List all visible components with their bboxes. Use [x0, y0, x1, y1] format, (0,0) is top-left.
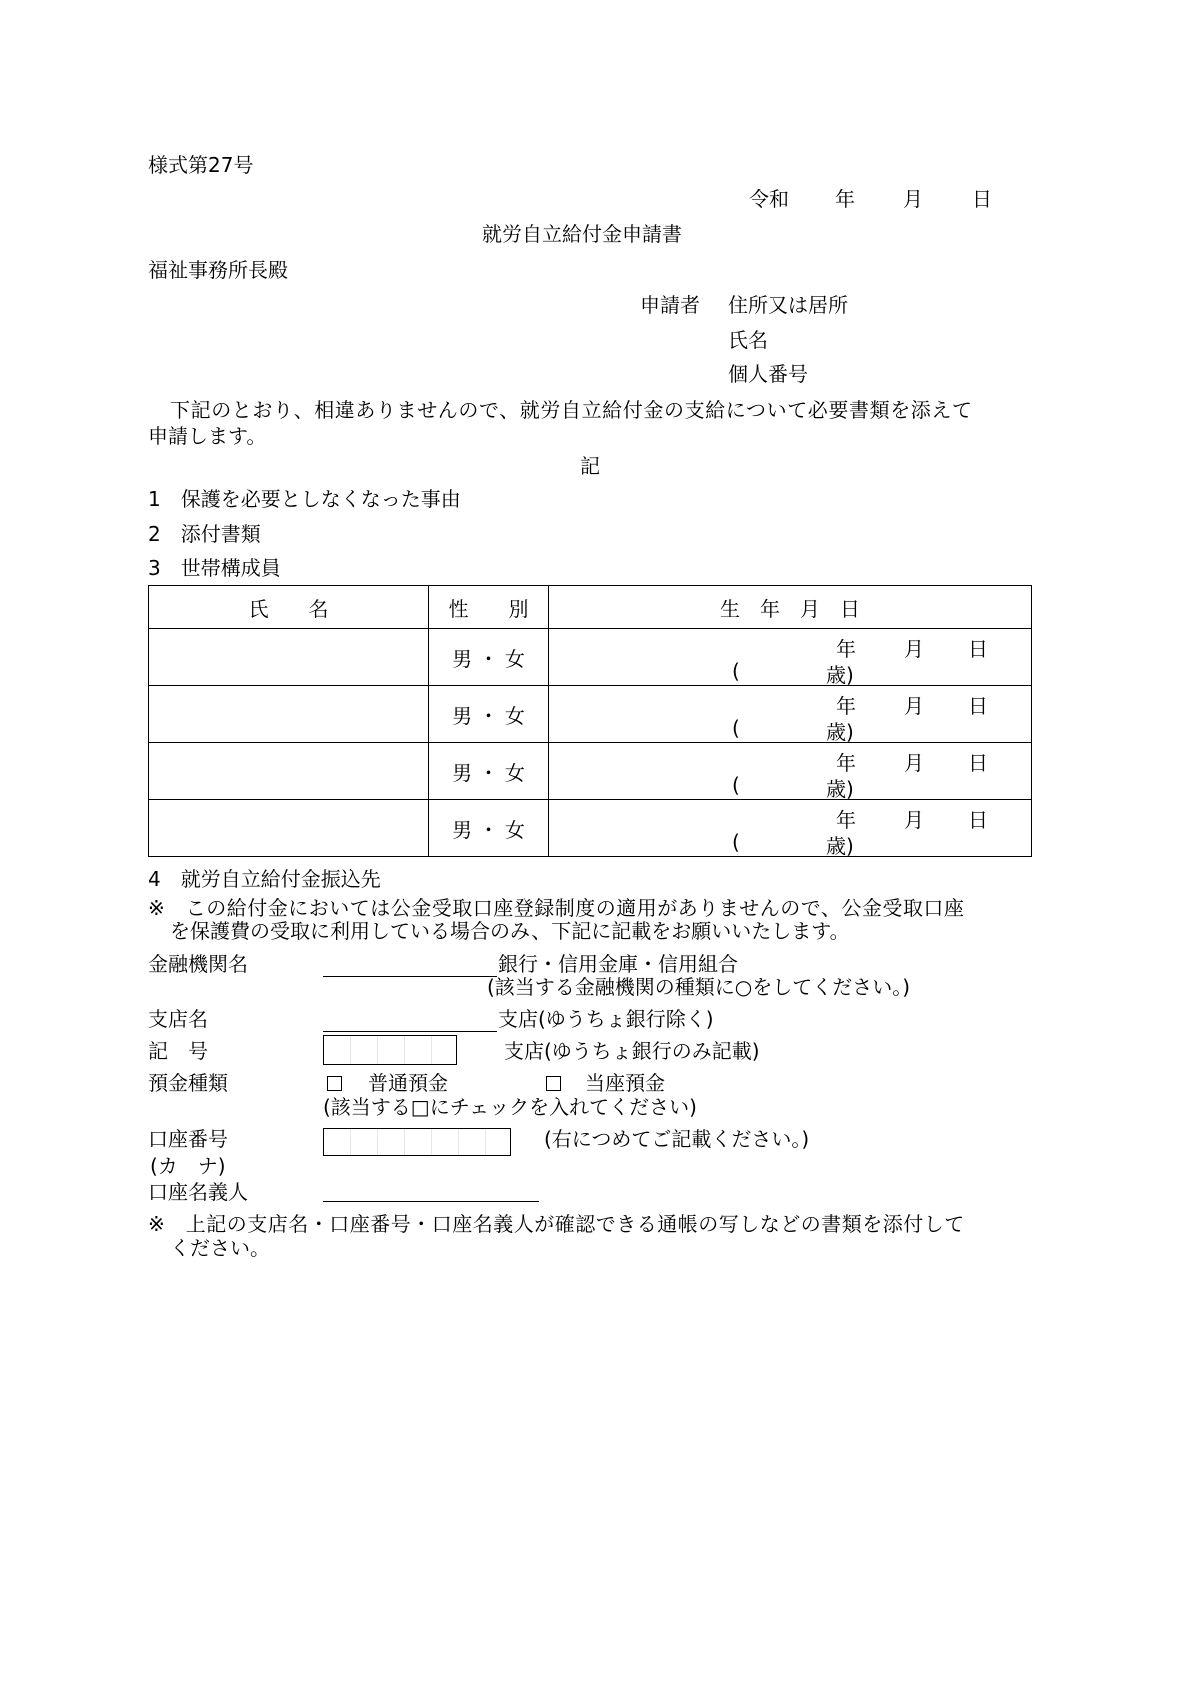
holder-input[interactable]	[323, 1201, 539, 1202]
sex-cell[interactable]: 男 ・ 女	[429, 629, 549, 686]
branch-input[interactable]	[323, 1031, 497, 1032]
item-4: 4 就労自立給付金振込先	[148, 867, 381, 891]
day: 日	[968, 808, 988, 832]
intro-text: 下記のとおり、相違ありませんので、就労自立給付金の支給について必要書類を添えて	[170, 398, 973, 422]
note-2-cont: ください。	[170, 1236, 270, 1260]
age-open: (	[732, 773, 740, 797]
addressee: 福祉事務所長殿	[148, 258, 288, 282]
age-close: 歳)	[826, 663, 854, 687]
item-1: 1 保護を必要としなくなった事由	[148, 487, 461, 511]
year: 年	[836, 637, 856, 661]
date-year: 年	[835, 187, 855, 211]
table-row	[149, 686, 1032, 743]
applicant-label: 申請者	[640, 293, 700, 317]
table-header	[149, 586, 1032, 629]
day: 日	[968, 751, 988, 775]
day: 日	[968, 637, 988, 661]
branch-label: 支店名	[148, 1007, 208, 1031]
year: 年	[836, 751, 856, 775]
applicant-name-label: 氏名	[728, 328, 768, 352]
institution-types: 銀行・信用金庫・信用組合	[498, 952, 738, 976]
symbol-input[interactable]	[323, 1035, 457, 1065]
sex-cell[interactable]: 男 ・ 女	[429, 686, 549, 743]
month: 月	[904, 808, 924, 832]
applicant-my-number-label: 個人番号	[728, 362, 808, 386]
name-cell[interactable]	[149, 629, 429, 686]
day: 日	[968, 694, 988, 718]
item-3: 3 世帯構成員	[148, 556, 281, 580]
deposit-hint: (該当する□にチェックを入れてください)	[323, 1095, 697, 1119]
symbol-suffix: 支店(ゆうちょ銀行のみ記載)	[504, 1039, 760, 1063]
note-2: ※ 上記の支店名・口座番号・口座名義人が確認できる通帳の写しなどの書類を添付して	[148, 1212, 965, 1236]
current-checkbox[interactable]	[546, 1076, 561, 1091]
date-month: 月	[903, 187, 923, 211]
birthdate-cell[interactable]	[549, 629, 1032, 686]
name-cell[interactable]	[149, 743, 429, 800]
page-title: 就労自立給付金申請書	[482, 222, 682, 246]
current-label: 当座預金	[585, 1071, 665, 1095]
age-open: (	[732, 716, 740, 740]
name-cell[interactable]	[149, 800, 429, 857]
birthdate-cell[interactable]	[549, 743, 1032, 800]
kana-label: (カ ナ)	[150, 1154, 226, 1178]
deposit-label: 預金種類	[148, 1071, 228, 1095]
month: 月	[904, 694, 924, 718]
birthdate-cell[interactable]	[549, 686, 1032, 743]
symbol-label: 記 号	[148, 1039, 208, 1063]
header-sex: 性 別	[429, 586, 549, 629]
month: 月	[904, 637, 924, 661]
note-1-cont: を保護費の受取に利用している場合のみ、下記に記載をお願いいたします。	[170, 919, 850, 943]
age-close: 歳)	[826, 834, 854, 858]
table-row	[149, 629, 1032, 686]
account-label: 口座番号	[148, 1127, 228, 1151]
age-close: 歳)	[826, 720, 854, 744]
birthdate-cell[interactable]	[549, 800, 1032, 857]
age-close: 歳)	[826, 777, 854, 801]
name-cell[interactable]	[149, 686, 429, 743]
item-2: 2 添付書類	[148, 522, 261, 546]
sex-cell[interactable]: 男 ・ 女	[429, 800, 549, 857]
account-hint: (右につめてご記載ください。)	[544, 1127, 810, 1151]
branch-suffix: 支店(ゆうちょ銀行除く)	[498, 1007, 714, 1031]
ki-heading: 記	[580, 454, 600, 478]
age-open: (	[732, 659, 740, 683]
institution-hint: (該当する金融機関の種類に○をしてください。)	[487, 975, 911, 999]
ordinary-label: 普通預金	[368, 1071, 448, 1095]
account-number-input[interactable]	[323, 1128, 511, 1156]
intro-text-2: 申請します。	[148, 424, 267, 448]
table-row	[149, 743, 1032, 800]
sex-cell[interactable]: 男 ・ 女	[429, 743, 549, 800]
age-open: (	[732, 830, 740, 854]
date-era: 令和	[749, 187, 789, 211]
year: 年	[836, 808, 856, 832]
form-number: 様式第27号	[148, 153, 254, 177]
holder-label: 口座名義人	[148, 1180, 248, 1204]
institution-label: 金融機関名	[148, 952, 248, 976]
year: 年	[836, 694, 856, 718]
month: 月	[904, 751, 924, 775]
ordinary-checkbox[interactable]	[327, 1076, 342, 1091]
applicant-address-label: 住所又は居所	[728, 293, 848, 317]
date-day: 日	[972, 187, 992, 211]
note-1: ※ この給付金においては公金受取口座登録制度の適用がありませんので、公金受取口座	[148, 896, 965, 920]
institution-input[interactable]	[323, 976, 497, 977]
table-row	[149, 800, 1032, 857]
household-members-table	[148, 585, 1032, 857]
header-birthdate: 生 年 月 日	[549, 586, 1032, 629]
header-name: 氏 名	[149, 586, 429, 629]
